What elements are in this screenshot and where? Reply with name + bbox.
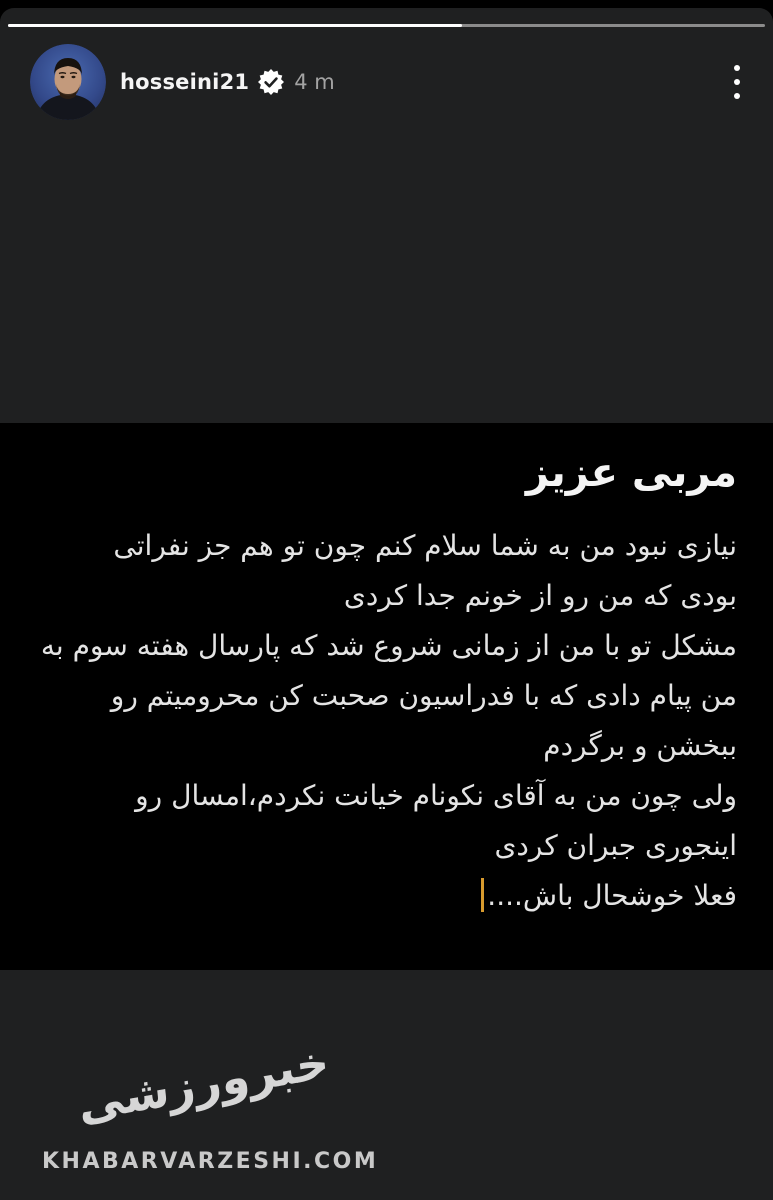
watermark (42, 1034, 379, 1174)
story-title: مربی عزیز (525, 450, 737, 496)
story-text-line (30, 871, 737, 921)
story-text-line: مشکل تو با من از زمانی شروع شد که پارسال هفته سوم به (40, 629, 737, 662)
story-card (0, 8, 773, 1200)
username[interactable]: hosseini21 (120, 70, 250, 94)
avatar[interactable] (30, 44, 106, 120)
story-progress-fill (8, 24, 462, 27)
verified-badge-icon (258, 69, 284, 95)
story-text-line: نیازی نبود من به شما سلام کنم چون تو هم جز نفراتی (113, 529, 737, 562)
text-caret (481, 878, 484, 912)
watermark-site-text: KHABARVARZESHI.COM (42, 1149, 379, 1174)
more-options-button[interactable] (715, 52, 759, 112)
timestamp: 4 m (294, 70, 335, 94)
vertical-ellipsis-icon (734, 65, 740, 71)
story-text-last-line: فعلا خوشحال باش.... (487, 879, 737, 912)
story-text-line: بودی که من رو از خونم جدا کردی (343, 579, 737, 612)
khabarvarzeshi-logo: خبرورزشی (75, 1034, 332, 1133)
story-header (30, 44, 759, 120)
story-progress-bar[interactable] (8, 24, 765, 27)
story-text-line: اینجوری جبران کردی (494, 829, 737, 862)
story-text-box (0, 423, 773, 970)
story-text-line: ببخشن و برگردم (543, 729, 737, 762)
story-text-line: ولی چون من به آقای نکونام خیانت نکردم،امسال رو (135, 779, 737, 812)
avatar-image (30, 44, 106, 120)
story-text-line: من پیام دادی که با فدراسیون صحبت کن محرومیتم رو (110, 679, 737, 712)
